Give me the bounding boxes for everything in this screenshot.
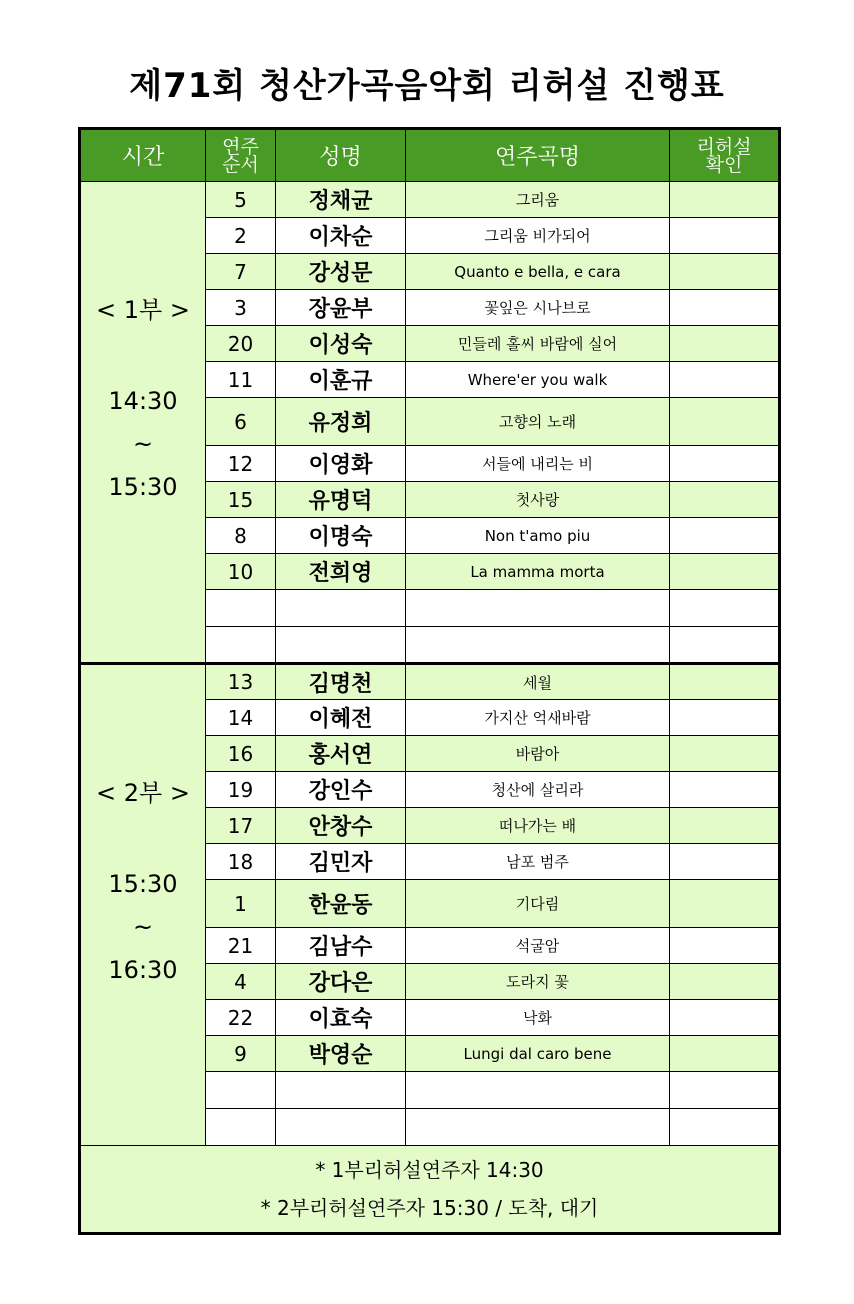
performer-name-cell: 이영화 [276, 446, 406, 482]
song-title-cell: Non t'amo piu [406, 518, 670, 554]
order-cell: 8 [206, 518, 276, 554]
session-part-label: < 1부 > [96, 296, 190, 324]
order-cell: 15 [206, 482, 276, 518]
header-row [80, 129, 780, 182]
order-cell: 19 [206, 772, 276, 808]
notes-cell [80, 1146, 780, 1234]
rehearsal-check-cell [670, 398, 780, 446]
order-cell: 21 [206, 928, 276, 964]
session-start-time: 15:30 [108, 870, 178, 898]
performer-name-cell [276, 1109, 406, 1146]
performer-name-cell: 김남수 [276, 928, 406, 964]
rehearsal-check-cell [670, 182, 780, 218]
rehearsal-check-cell [670, 1000, 780, 1036]
performer-name-cell: 유명덕 [276, 482, 406, 518]
song-title-cell: 남포 범주 [406, 844, 670, 880]
song-title-cell [406, 627, 670, 664]
header-check-line2: 확인 [705, 153, 743, 176]
order-cell: 20 [206, 326, 276, 362]
order-cell: 18 [206, 844, 276, 880]
rehearsal-check-cell [670, 254, 780, 290]
session-part-label: < 2부 > [96, 779, 190, 807]
performer-name-cell: 유정희 [276, 398, 406, 446]
session-tilde: ~ [132, 913, 154, 941]
rehearsal-check-cell [670, 554, 780, 590]
song-title-cell: 바람아 [406, 736, 670, 772]
song-title-cell: 세월 [406, 664, 670, 700]
header-order-line2: 순서 [222, 153, 259, 176]
order-cell: 5 [206, 182, 276, 218]
song-title-cell [406, 1072, 670, 1109]
rehearsal-check-cell [670, 218, 780, 254]
performer-name-cell: 홍서연 [276, 736, 406, 772]
performer-name-cell: 안창수 [276, 808, 406, 844]
order-cell: 13 [206, 664, 276, 700]
song-title-cell: 낙화 [406, 1000, 670, 1036]
performer-name-cell: 박영순 [276, 1036, 406, 1072]
performer-name-cell [276, 627, 406, 664]
order-cell: 6 [206, 398, 276, 446]
song-title-cell: 서들에 내리는 비 [406, 446, 670, 482]
table-row [80, 182, 780, 218]
order-cell: 2 [206, 218, 276, 254]
song-title-cell [406, 590, 670, 627]
order-cell [206, 627, 276, 664]
song-title-cell: La mamma morta [406, 554, 670, 590]
rehearsal-check-cell [670, 928, 780, 964]
rehearsal-check-cell [670, 700, 780, 736]
notes-row [80, 1146, 780, 1234]
song-title-cell: 그리움 [406, 182, 670, 218]
header-order [206, 129, 276, 182]
rehearsal-check-cell [670, 482, 780, 518]
rehearsal-check-cell [670, 880, 780, 928]
performer-name-cell [276, 590, 406, 627]
rehearsal-check-cell [670, 1036, 780, 1072]
performer-name-cell: 이효숙 [276, 1000, 406, 1036]
order-cell [206, 590, 276, 627]
session-end-time: 15:30 [108, 473, 178, 501]
order-cell: 10 [206, 554, 276, 590]
session-cell [80, 182, 206, 664]
note-2: * 2부리허설연주자 15:30 / 도착, 대기 [260, 1196, 599, 1220]
song-title-cell: 석굴암 [406, 928, 670, 964]
song-title-cell: 청산에 살리라 [406, 772, 670, 808]
rehearsal-check-cell [670, 1072, 780, 1109]
rehearsal-check-cell [670, 290, 780, 326]
performer-name-cell: 한윤동 [276, 880, 406, 928]
page-title: 제71회 청산가곡음악회 리허설 진행표 [129, 66, 725, 106]
session-end-time: 16:30 [108, 956, 178, 984]
rehearsal-check-cell [670, 362, 780, 398]
session-tilde: ~ [132, 430, 154, 458]
rehearsal-check-cell [670, 808, 780, 844]
performer-name-cell: 김민자 [276, 844, 406, 880]
order-cell: 1 [206, 880, 276, 928]
order-cell: 11 [206, 362, 276, 398]
order-cell: 12 [206, 446, 276, 482]
song-title-cell: 떠나가는 배 [406, 808, 670, 844]
song-title-cell: 민들레 홀씨 바람에 실어 [406, 326, 670, 362]
song-title-cell: Lungi dal caro bene [406, 1036, 670, 1072]
header-name: 성명 [276, 129, 406, 182]
song-title-cell [406, 1109, 670, 1146]
song-title-cell: Quanto e bella, e cara [406, 254, 670, 290]
order-cell: 3 [206, 290, 276, 326]
song-title-cell: 고향의 노래 [406, 398, 670, 446]
rehearsal-check-cell [670, 1109, 780, 1146]
song-title-cell: 가지산 억새바람 [406, 700, 670, 736]
performer-name-cell [276, 1072, 406, 1109]
rehearsal-check-cell [670, 326, 780, 362]
performer-name-cell: 강다은 [276, 964, 406, 1000]
order-cell: 17 [206, 808, 276, 844]
performer-name-cell: 이혜전 [276, 700, 406, 736]
order-cell: 9 [206, 1036, 276, 1072]
performer-name-cell: 전희영 [276, 554, 406, 590]
rehearsal-check-cell [670, 446, 780, 482]
note-1: * 1부리허설연주자 14:30 [315, 1158, 544, 1182]
order-cell: 14 [206, 700, 276, 736]
session-start-time: 14:30 [108, 387, 178, 415]
rehearsal-check-cell [670, 736, 780, 772]
performer-name-cell: 정채균 [276, 182, 406, 218]
rehearsal-check-cell [670, 627, 780, 664]
header-check-line1: 리허설 [696, 135, 752, 158]
performer-name-cell: 장윤부 [276, 290, 406, 326]
performer-name-cell: 이성숙 [276, 326, 406, 362]
order-cell: 4 [206, 964, 276, 1000]
song-title-cell: 도라지 꽃 [406, 964, 670, 1000]
rehearsal-check-cell [670, 964, 780, 1000]
order-cell: 7 [206, 254, 276, 290]
schedule-body [80, 182, 780, 1146]
performer-name-cell: 이훈규 [276, 362, 406, 398]
header-song: 연주곡명 [406, 129, 670, 182]
order-cell [206, 1109, 276, 1146]
table-row [80, 664, 780, 700]
order-cell [206, 1072, 276, 1109]
performer-name-cell: 강인수 [276, 772, 406, 808]
rehearsal-check-cell [670, 518, 780, 554]
header-check [670, 129, 780, 182]
rehearsal-check-cell [670, 590, 780, 627]
performer-name-cell: 이명숙 [276, 518, 406, 554]
rehearsal-check-cell [670, 844, 780, 880]
performer-name-cell: 이차순 [276, 218, 406, 254]
song-title-cell: 그리움 비가되어 [406, 218, 670, 254]
song-title-cell: 기다림 [406, 880, 670, 928]
header-order-line1: 연주 [222, 135, 259, 158]
order-cell: 16 [206, 736, 276, 772]
header-time: 시간 [80, 129, 206, 182]
session-cell [80, 664, 206, 1146]
rehearsal-check-cell [670, 664, 780, 700]
order-cell: 22 [206, 1000, 276, 1036]
song-title-cell: Where'er you walk [406, 362, 670, 398]
song-title-cell: 꽃잎은 시나브로 [406, 290, 670, 326]
song-title-cell: 첫사랑 [406, 482, 670, 518]
performer-name-cell: 강성문 [276, 254, 406, 290]
rehearsal-schedule-table [78, 127, 781, 1235]
performer-name-cell: 김명천 [276, 664, 406, 700]
rehearsal-check-cell [670, 772, 780, 808]
